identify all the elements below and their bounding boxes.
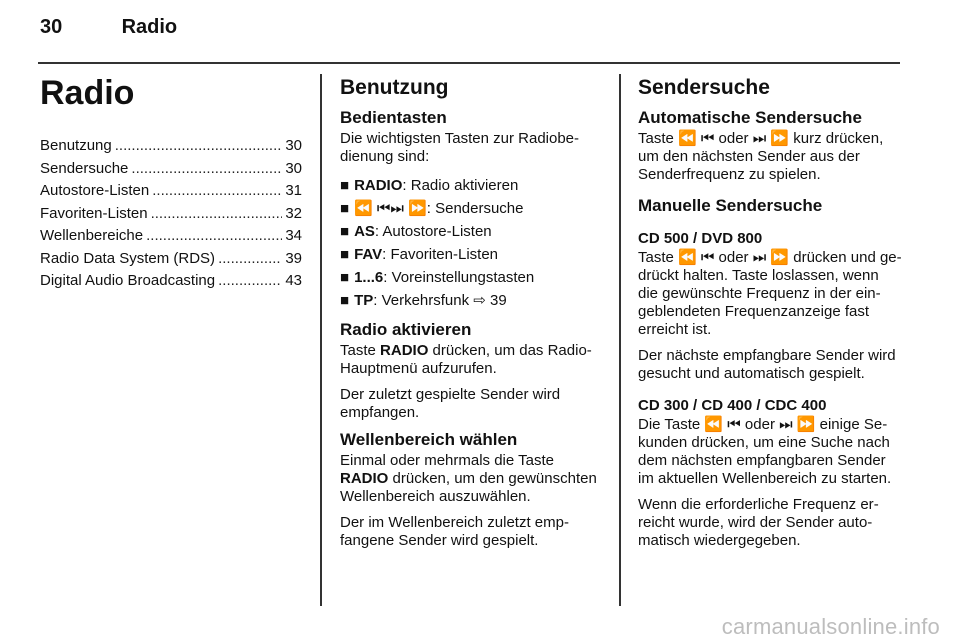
header-rule [38, 62, 900, 64]
toc-page: 39 [285, 249, 302, 267]
key-list-item [340, 243, 602, 266]
activate-heading: Radio aktivieren [340, 320, 472, 339]
bullet: ■ [340, 200, 350, 217]
column-divider [619, 74, 621, 606]
cd500-note: Der nächste empfangbare Sender wird gesucht und automatisch gespielt. [638, 347, 896, 382]
leader-dots [152, 180, 282, 203]
key-list-item [340, 266, 602, 289]
toc-entry[interactable]: Autostore-Listen ..... 31 [40, 180, 302, 203]
key-desc: : Voreinstellungstasten [383, 269, 535, 286]
leader-dots [146, 225, 282, 248]
key-list-item [340, 220, 602, 243]
bullet: ■ [340, 292, 350, 309]
key-desc: : Sendersuche [426, 200, 524, 217]
toc-entry[interactable]: Wellenbereiche ..... 34 [40, 225, 302, 248]
toc-entry[interactable]: Sendersuche ..... 30 [40, 158, 302, 181]
key-list-item [340, 289, 602, 312]
usage-title: Benutzung [340, 76, 449, 99]
key-list-item [340, 174, 602, 197]
usage-column [340, 72, 602, 558]
toc-entry[interactable]: Radio Data System (RDS) ..... 39 [40, 248, 302, 271]
toc-entry[interactable]: Favoriten-Listen ..... 32 [40, 203, 302, 226]
page-number: 30 [40, 16, 63, 38]
key-name: FAV [354, 246, 383, 263]
toc-page: 31 [285, 182, 302, 199]
key-desc: : Radio aktivieren [402, 177, 519, 194]
key-desc: : Autostore-Listen [374, 223, 492, 240]
cd300-heading: CD 300 / CD 400 / CDC 400 [638, 397, 827, 414]
band-note: Der im Wellenbereich zuletzt empfangene Sender wird gespielt. [340, 514, 569, 549]
auto-search-heading: Automatische Sendersuche [638, 108, 862, 127]
leader-dots [218, 270, 282, 293]
key-desc: : Favoriten-Listen [382, 246, 499, 263]
manual-search-heading: Manuelle Sendersuche [638, 196, 823, 215]
key-name: ⏪ ⏮⏭ ⏩ [354, 200, 427, 217]
bullet: ■ [340, 223, 350, 240]
toc-page: 30 [285, 137, 302, 154]
bullet: ■ [340, 177, 350, 194]
key-name: TP [354, 292, 374, 309]
leader-dots [115, 135, 283, 158]
page-header [40, 16, 177, 39]
bullet: ■ [340, 269, 350, 286]
toc-page: 43 [285, 272, 302, 289]
toc-page: 34 [285, 227, 302, 244]
toc-column [40, 72, 302, 293]
controls-intro: Die wichtigsten Tasten zur Radiobedienung sind: [340, 130, 580, 165]
section-title: Radio [121, 16, 178, 38]
column-divider [320, 74, 322, 606]
table-of-contents [40, 135, 302, 293]
key-name: 1...6 [354, 269, 384, 286]
key-name: AS [354, 223, 375, 240]
chapter-title: Radio [40, 74, 135, 112]
key-list [340, 174, 602, 312]
leader-dots [218, 248, 282, 271]
band-text: Einmal oder mehrmals die Taste RADIO drücken, um den gewünschten Wellenbereich auszuwählen. [340, 452, 597, 505]
cd500-text: Taste ⏪ ⏮ oder ⏭ ⏩ drücken und gedrückt halten. Taste loslassen, wenn die gewünschte Frequenz in der eingeblendeten Frequenzanzeige fast erreicht ist. [638, 249, 902, 338]
search-column [638, 72, 902, 558]
cd500-heading: CD 500 / DVD 800 [638, 230, 763, 247]
toc-entry[interactable]: Digital Audio Broadcasting ..... 43 [40, 270, 302, 293]
cd300-text: Die Taste ⏪ ⏮ oder ⏭ ⏩ einige Sekunden drücken, um eine Suche nach dem nächsten empfangbaren Sender im aktuellen Wellenbereich zu starten. [638, 416, 892, 487]
cd300-note: Wenn die erforderliche Frequenz erreicht wurde, wird der Sender automatisch wiedergegeben. [638, 496, 879, 549]
controls-heading: Bedientasten [340, 108, 447, 127]
leader-dots [131, 158, 282, 181]
key-list-item [340, 197, 602, 220]
toc-entry[interactable]: Benutzung ..... 30 [40, 135, 302, 158]
key-desc: : Verkehrsfunk ⇨ 39 [373, 292, 507, 309]
leader-dots [151, 203, 283, 226]
toc-page: 30 [285, 159, 302, 177]
bullet: ■ [340, 246, 350, 263]
key-name: RADIO [354, 177, 403, 194]
search-title: Sendersuche [638, 76, 770, 99]
auto-search-text: Taste ⏪ ⏮ oder ⏭ ⏩ kurz drücken, um den nächsten Sender aus der Senderfrequenz zu spielen. [638, 130, 884, 183]
activate-note: Der zuletzt gespielte Sender wird empfangen. [340, 386, 561, 421]
watermark: carmanualsonline.info [721, 614, 940, 639]
activate-text: Taste RADIO drücken, um das Radio-Hauptmenü aufzurufen. [340, 342, 592, 377]
band-heading: Wellenbereich wählen [340, 430, 518, 449]
toc-page: 32 [285, 204, 302, 222]
